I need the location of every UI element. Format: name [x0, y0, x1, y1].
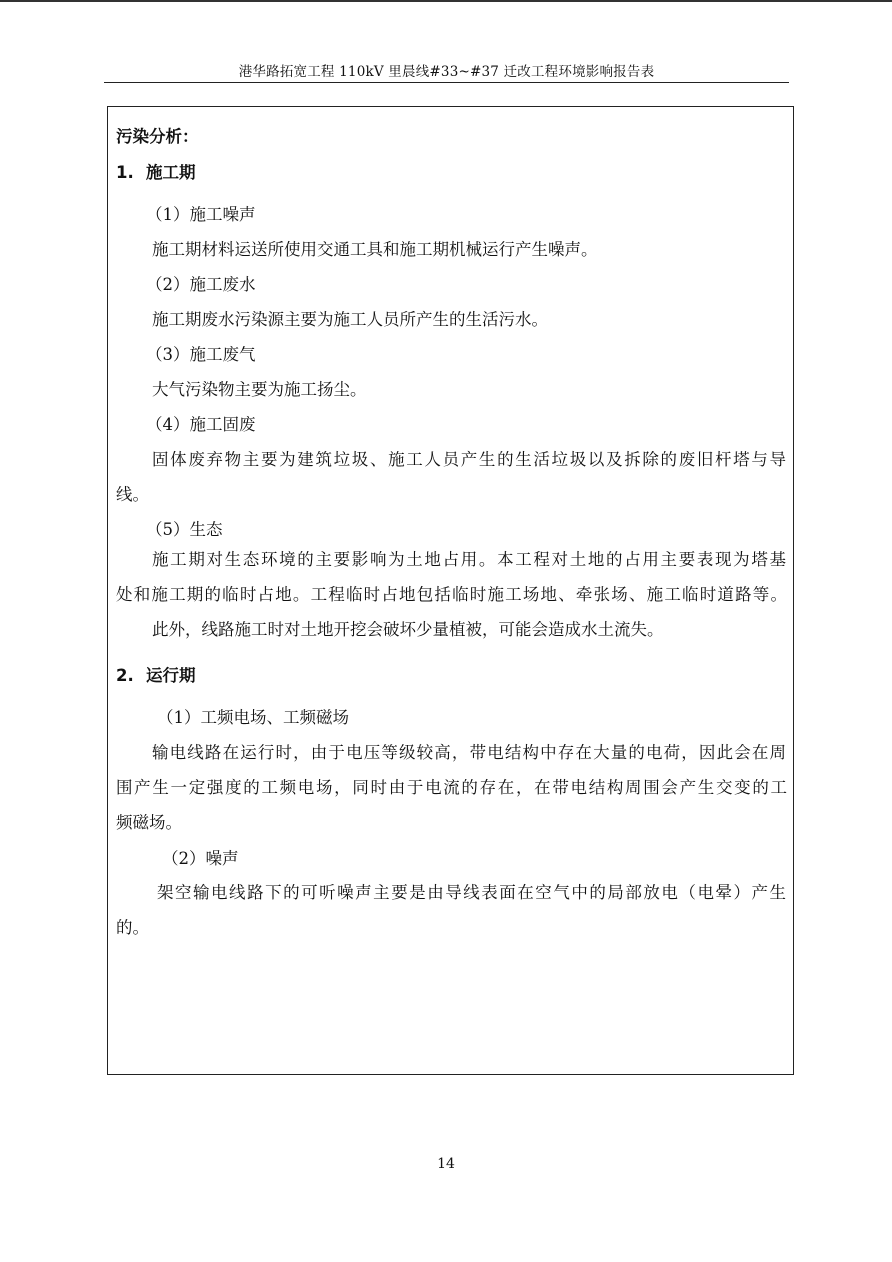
paragraph-line: 处和施工期的临时占地。工程临时占地包括临时施工场地、牵张场、施工临时道路等。 [116, 585, 787, 604]
paragraph-line: 固体废弃物主要为建筑垃圾、施工人员产生的生活垃圾以及拆除的废旧杆塔与导 [152, 450, 786, 469]
paragraph-line: 施工期材料运送所使用交通工具和施工期机械运行产生噪声。 [152, 240, 598, 259]
paragraph-line: 输电线路在运行时，由于电压等级较高，带电结构中存在大量的电荷，因此会在周 [152, 743, 786, 762]
paragraph-line: 施工期对生态环境的主要影响为土地占用。本工程对土地的占用主要表现为塔基 [152, 550, 786, 569]
page-number: 14 [437, 1156, 455, 1172]
paragraph-line: 施工期废水污染源主要为施工人员所产生的生活污水。 [152, 310, 548, 329]
section-1-number: 1. [116, 163, 134, 182]
header-rule [104, 82, 789, 83]
top-border-line [0, 0, 892, 2]
item-label: （1）工频电场、工频磁场 [157, 708, 349, 727]
section-2-title: 运行期 [146, 666, 196, 685]
paragraph-line: 围产生一定强度的工频电场，同时由于电流的存在，在带电结构周围会产生交变的工 [116, 778, 787, 797]
paragraph-line: 架空输电线路下的可听噪声主要是由导线表面在空气中的局部放电（电晕）产生 [157, 883, 786, 902]
section-2-number: 2. [116, 666, 134, 685]
paragraph-line: 频磁场。 [116, 813, 182, 832]
item-label: （2）噪声 [162, 849, 239, 868]
page-header-title: 港华路拓宽工程 110kV 里晨线#33~#37 迁改工程环境影响报告表 [238, 64, 655, 80]
section-heading: 污染分析： [116, 127, 199, 146]
item-label: （5）生态 [146, 520, 223, 539]
item-label: （2）施工废水 [146, 275, 256, 294]
item-label: （1）施工噪声 [146, 205, 256, 224]
item-label: （4）施工固废 [146, 415, 256, 434]
paragraph-line: 此外，线路施工时对土地开挖会破坏少量植被，可能会造成水土流失。 [152, 620, 664, 639]
paragraph-line: 线。 [116, 485, 149, 504]
item-label: （3）施工废气 [146, 345, 256, 364]
paragraph-line: 的。 [116, 918, 149, 937]
paragraph-line: 大气污染物主要为施工扬尘。 [152, 380, 367, 399]
section-1-title: 施工期 [146, 163, 196, 182]
